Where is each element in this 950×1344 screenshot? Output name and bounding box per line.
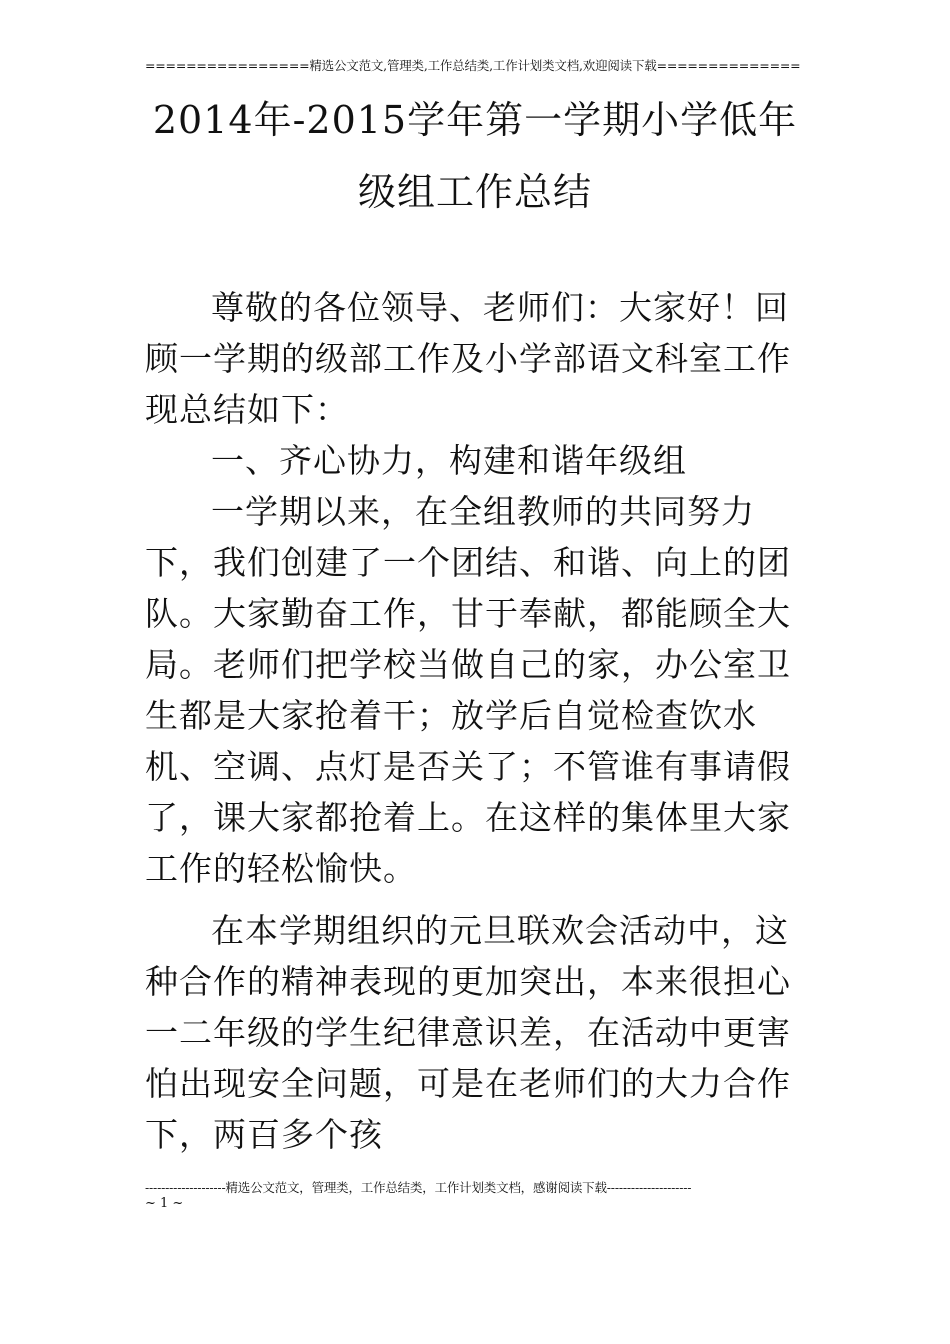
paragraph-new-year-party: 在本学期组织的元旦联欢会活动中，这种合作的精神表现的更加突出，本来很担心一二年级的学生纪律意识差，在活动中更害怕出现安全问题，可是在老师们的大力合作下，两百多个孩	[145, 911, 791, 1154]
page-footer: --------------------精选公文范文，管理类，工作总结类，工作计划类文档，感谢阅读下载---------------------	[145, 1180, 692, 1195]
document-body	[145, 282, 815, 1160]
page-number: ~ 1 ~	[145, 1196, 184, 1211]
paragraph-greeting: 尊敬的各位领导、老师们：大家好！回顾一学期的级部工作及小学部语文科室工作现总结如下：	[145, 288, 791, 429]
document-title-line-2: 级组工作总结	[357, 170, 592, 214]
section-heading-1: 一、齐心协力，构建和谐年级组	[211, 441, 687, 480]
document-title-line-1: 2014年-2015学年第一学期小学低年	[152, 98, 798, 142]
page-header: ================精选公文范文,管理类,工作总结类,工作计划类文档,欢迎阅读下载==============	[145, 58, 801, 73]
paragraph-team: 一学期以来，在全组教师的共同努力下，我们创建了一个团结、和谐、向上的团队。大家勤奋工作，甘于奉献，都能顾全大局。老师们把学校当做自己的家，办公室卫生都是大家抢着干；放学后自觉检查饮水机、空调、点灯是否关了；不管谁有事请假了，课大家都抢着上。在这样的集体里大家工作的轻松愉快。	[145, 492, 791, 888]
